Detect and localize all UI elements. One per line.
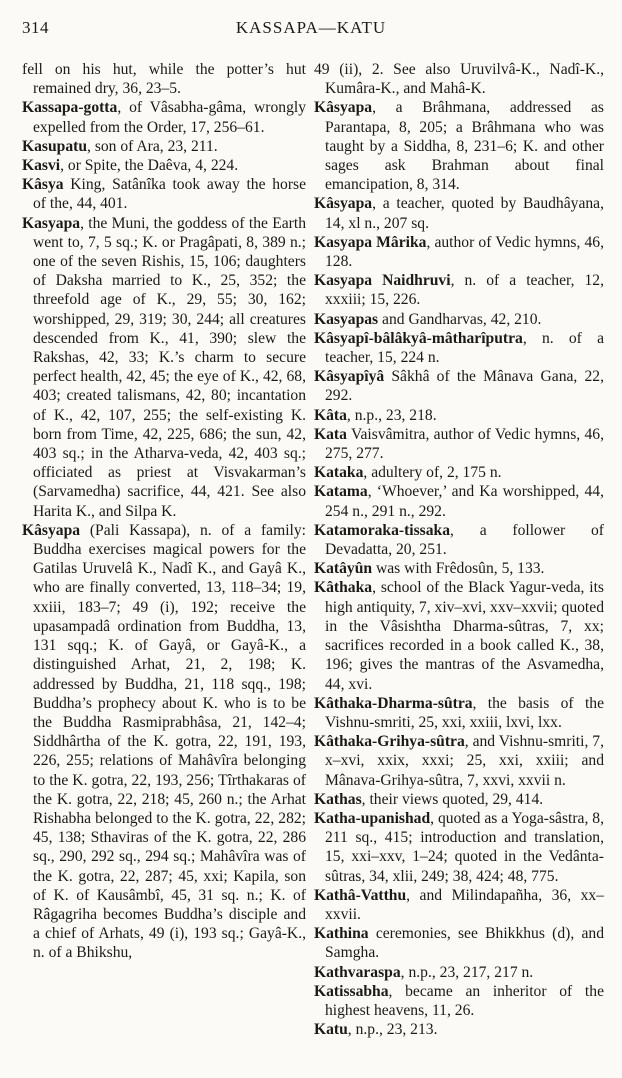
entry-headword: Kathvaraspa (314, 963, 401, 981)
entry-text: ceremonies, see Bhikkhus (d), and Samgha. (325, 925, 604, 962)
index-entry (314, 194, 604, 232)
page-header (22, 18, 600, 44)
index-entry (314, 60, 604, 98)
entry-text: , their views quoted, 29, 414. (361, 790, 544, 808)
entry-headword: Kassapa-gotta (22, 99, 118, 117)
entry-text: , of Vâsabha-gâma, wrongly expelled from the Order, 17, 256–61. (33, 99, 306, 136)
index-entry (22, 60, 306, 98)
entry-text: , n. of a teacher, 15, 224 n. (325, 329, 604, 367)
index-entry (314, 886, 604, 924)
index-entry (314, 982, 604, 1020)
index-entry (314, 963, 604, 982)
index-entry (22, 214, 306, 521)
entry-headword: Kâsyapa (314, 99, 373, 117)
entry-text: , n.p., 23, 217, 217 n. (400, 963, 534, 981)
index-entry (314, 809, 604, 886)
index-entry (22, 98, 306, 136)
index-entry (22, 156, 306, 175)
entry-text: , became an inheritor of the highest heavens, 11, 26. (325, 982, 604, 1019)
entry-headword: Kâthaka (314, 579, 373, 597)
index-entry (314, 790, 604, 809)
entry-text: , adultery of, 2, 175 n. (363, 464, 502, 482)
index-entry (314, 310, 604, 329)
entry-text: , school of the Black Yagur-veda, its high antiquity, 7, xiv–xvi, xxv–xxvii; quoted in the Vâsishtha Dharma-sûtras, 7, xx; sacrifices recorded in a book called K., 38, 196; gives the mantras of the Asvamedha, 44, xvi. (325, 579, 604, 693)
entry-headword: Kataka (314, 464, 364, 482)
entry-headword: Kâsya (22, 176, 64, 194)
right-column (314, 60, 604, 1039)
entry-headword: Katâyûn (314, 560, 373, 578)
entry-text: , a teacher, quoted by Baudhâyana, 14, xl n., 207 sq. (325, 195, 604, 232)
entry-headword: Kathas (314, 790, 362, 808)
entry-text: , and Milindapañha, 36, xx–xxvii. (325, 886, 604, 923)
entry-text: King, Satânîka took away the horse of the, 44, 401. (33, 176, 306, 213)
entry-text: , n.p., 23, 218. (346, 406, 437, 424)
entry-headword: Katama (314, 483, 368, 501)
entry-text: , a Brâhmana, addressed as Parantapa, 8, 205; a Brâhmana who was taught by a Siddha, 8, 231–6; K. and other sages ask Brahman about final emancipation, 8, 314. (325, 99, 604, 194)
entry-headword: Kasyapa Naidhruvi (314, 272, 451, 290)
entry-headword: Kasyapa (22, 214, 81, 232)
entry-headword: Katha-upanishad (314, 809, 431, 827)
entry-headword: Kasvi (22, 157, 61, 175)
index-entry (314, 521, 604, 559)
entry-text: and Gandharvas, 42, 210. (378, 310, 542, 328)
entry-text: , or Spite, the Daêva, 4, 224. (60, 157, 239, 175)
entry-headword: Kâsyapa (314, 195, 373, 213)
entry-text: (Pali Kassapa), n. of a family: Buddha exercises magical powers for the Gatilas Uruvelâ K., Nadî K., and Gayâ K., who are finally converted, 13, 118–34; 19, xxiii, 183–7; 49 (i), 192; receive the upasampadâ ordination from Buddha, 13, 131 sqq.; K. of Gayâ, or Gayâ-K., a distinguished Arhat, 21, 2, 198; K. addressed by Buddha, 21, 118 sqq., 198; Buddha’s prophecy about K. who is to be the Buddha Rasmiprabhâsa, 21, 142–4; Siddhârtha of the K. gotra, 22, 191, 193, 226, 255; relations of Mahâvîra belonging to the K. gotra, 22, 193, 256; Tîrthakaras of the K. gotra, 22, 218; 45, 260 n.; the Arhat Rishabha belonged to the K. gotra, 22, 282; 45, 138; Sthaviras of the K. gotra, 22, 286 sq., 290, 292 sq., 294 sq.; Mahâvîra was of the K. gotra, 22, 287; 45, xxi; Kapila, son of K. of Kausâmbî, 45, 31 sq. n.; K. of Râgagriha becomes Buddha’s disciple and a chief of Arhats, 49 (i), 193 sq.; Gayâ-K., n. of a Bhikshu, (33, 521, 306, 962)
entry-headword: Katu (314, 1021, 348, 1039)
entry-text: , n.p., 23, 213. (347, 1021, 438, 1039)
index-entry (314, 329, 604, 367)
entry-text: , n. of a teacher, 12, xxxiii; 15, 226. (325, 272, 604, 309)
index-entry (314, 425, 604, 463)
entry-text: , author of Vedic hymns, 46, 128. (325, 233, 605, 271)
entry-text: fell on his hut, while the potter’s hut remained dry, 36, 23–5. (22, 61, 306, 98)
entry-headword: Kathina (314, 925, 369, 943)
index-entry (314, 233, 604, 271)
entry-text: , a follower of Devadatta, 20, 251. (325, 521, 604, 559)
index-entry (314, 694, 604, 732)
entry-headword: Kâthaka-Grihya-sûtra (314, 733, 465, 751)
entry-text: , and Vishnu-smriti, 7, x–xvi, xxix, xxxi; 25, xxi, xxiii; and Mânava-Grihya-sûtra, 7, xxvi, xxvii n. (325, 733, 604, 789)
entry-headword: Kathâ-Vatthu (314, 886, 407, 904)
entry-text: 49 (ii), 2. See also Uruvilvâ-K., Nadî-K., Kumâra-K., and Mahâ-K. (314, 61, 604, 98)
index-entry (314, 924, 604, 962)
entry-headword: Kâsyapîyâ (314, 368, 385, 386)
entry-headword: Kata (314, 425, 347, 443)
entry-headword: Katissabha (314, 982, 389, 1000)
entry-text: , quoted as a Yoga-sâstra, 8, 211 sq., 415; introduction and translation, 15, xxi–xxv, 1–24; quoted in the Vedânta-sûtras, 34, xlii, 249; 38, 424; 48, 775. (325, 809, 604, 885)
index-entry (314, 732, 604, 790)
index-entry (314, 271, 604, 309)
entry-headword: Kasyapas (314, 310, 379, 328)
entry-text: was with Frêdosûn, 5, 133. (372, 560, 545, 578)
entry-headword: Kasupatu (22, 137, 88, 155)
index-entry (22, 137, 306, 156)
left-column (22, 60, 306, 963)
entry-text: , ‘Whoever,’ and Ka worshipped, 44, 254 n., 291 n., 292. (325, 483, 604, 520)
entry-headword: Katamoraka-tissaka (314, 521, 451, 539)
index-entry (22, 175, 306, 213)
entry-text: , the Muni, the goddess of the Earth went to, 7, 5 sq.; K. or Pragâpati, 8, 389 n.; one of the seven Rishis, 15, 106; daughters of Daksha married to K., 25, 352; the threefold age of K., 29, 55; 30, 162; worshipped, 29, 319; 30, 244; all creatures descended from K., 41, 390; slew the Rakshas, 42, 33; K.’s charm to secure perfect health, 42, 45; the eye of K., 42, 68, 403; created talismans, 42, 80; incantation of K., 42, 107, 255; the self-existing K. born from Time, 42, 225, 686; the sun, 42, 403 sq.; in the Atharva-veda, 42, 403 sq.; officiated as priest at Visvakarman’s (Sarvamedha) sacrifice, 44, 421. See also Harita K., and Silpa K. (33, 214, 306, 520)
entry-headword: Kâsyapî-bâlâkyâ-mâtharîputra (314, 329, 523, 347)
index-entry (314, 463, 604, 482)
entry-headword: Kâsyapa (22, 521, 81, 539)
index-entry (314, 578, 604, 693)
entry-headword: Kâthaka-Dharma-sûtra (314, 694, 473, 712)
entry-text: , the basis of the Vishnu-smriti, 25, xxi, xxiii, lxvi, lxx. (325, 694, 604, 731)
index-entry (314, 98, 604, 194)
running-title: KASSAPA—KATU (235, 18, 387, 37)
index-entry (314, 482, 604, 520)
entry-headword: Kâta (314, 406, 347, 424)
index-entry (314, 406, 604, 425)
index-entry (314, 1020, 604, 1039)
index-entry (314, 367, 604, 405)
entry-text: Sâkhâ of the Mânava Gana, 22, 292. (325, 368, 604, 405)
entry-text: , son of Ara, 23, 211. (87, 137, 218, 155)
index-entry (314, 559, 604, 578)
index-entry (22, 521, 306, 963)
entry-text: Vaisvâmitra, author of Vedic hymns, 46, 275, 277. (325, 425, 604, 463)
page-number: 314 (22, 18, 49, 37)
entry-headword: Kasyapa Mârika (314, 233, 427, 251)
